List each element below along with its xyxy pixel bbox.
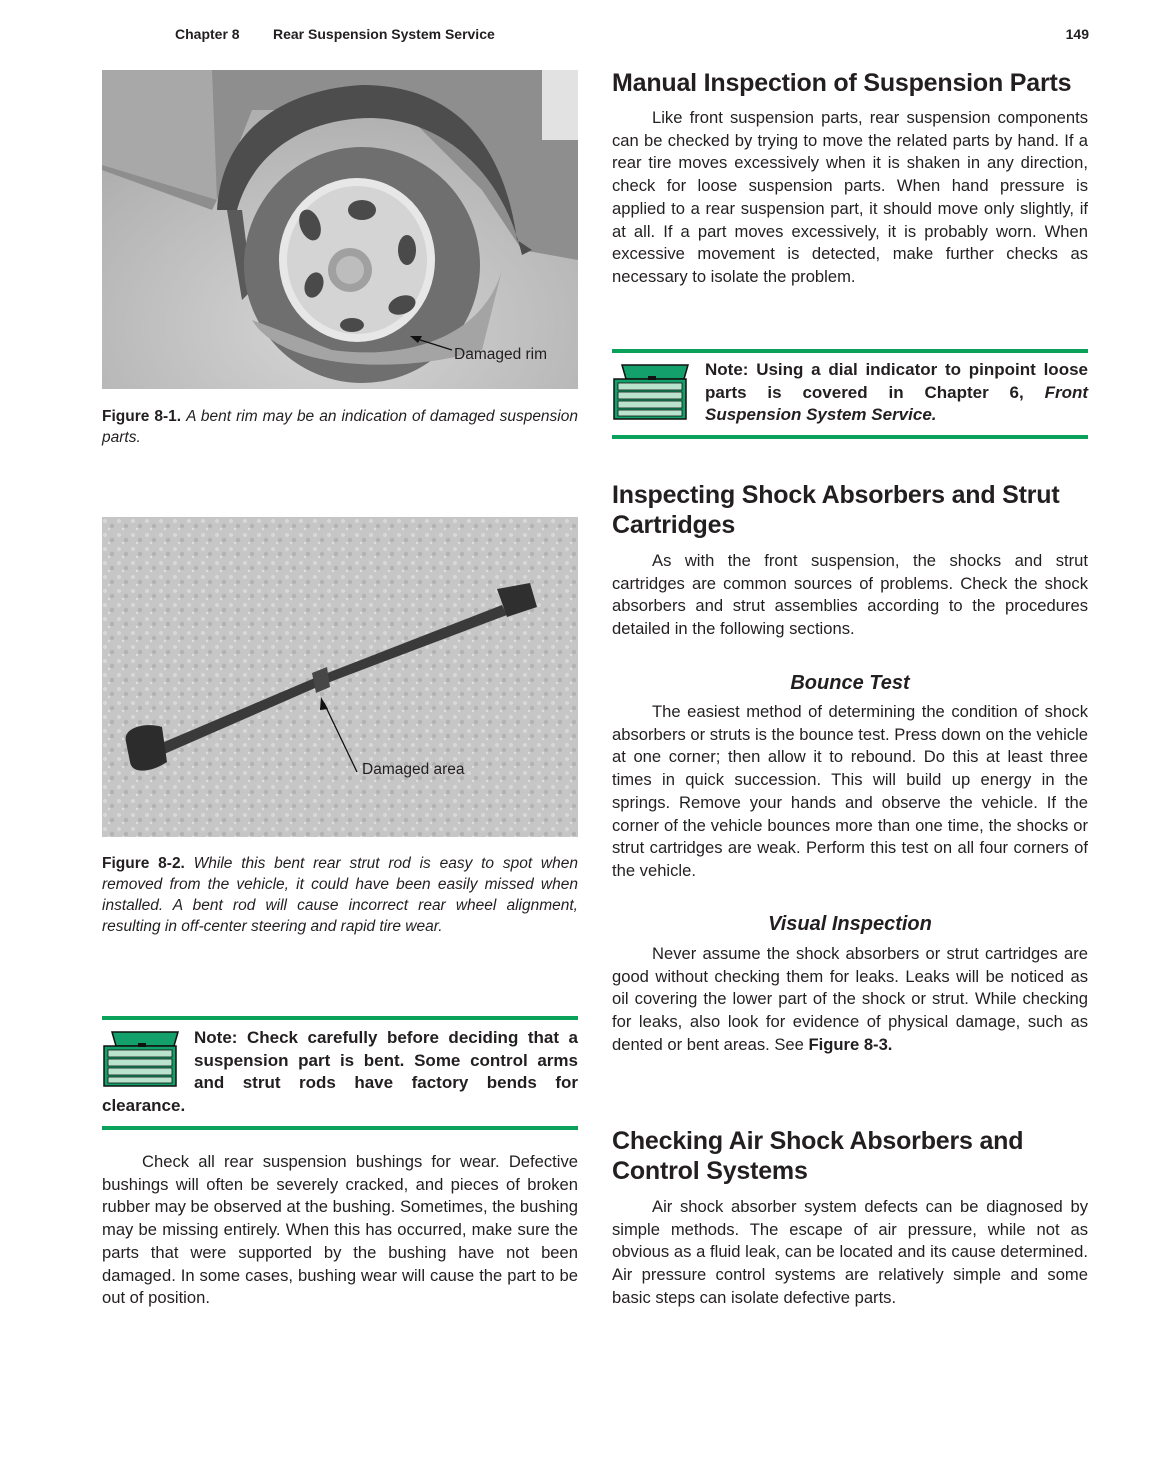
paragraph-bounce-test: The easiest method of determining the condition of shock absorbers or struts is the bounce test. Press down on the vehicle at one corner; then allow it to rebound. Do this at least three times in quick succession. This will build up energy in the springs. Remove your hands and observe the vehicle. If the corner of the vehicle bounces more than one time, the shocks or strut cartridges are weak. Perform this test on all four corners of the vehicle. — [612, 702, 1088, 880]
note-text-main: Note: Using a dial indicator to pinpoint loose parts is covered in Chapter 6, — [705, 360, 1088, 402]
heading-manual-inspection: Manual Inspection of Suspension Parts — [612, 69, 1072, 97]
figure-8-1-label: Figure 8-1. — [102, 408, 182, 425]
heading-air-shock: Checking Air Shock Absorbers and Control Systems — [612, 1127, 1024, 1185]
figure-8-2-photo — [102, 517, 578, 837]
toolbox-icon — [102, 1030, 184, 1088]
chapter-title: Rear Suspension System Service — [273, 26, 495, 42]
running-head — [175, 26, 1089, 46]
figure-8-2-caption-text: While this bent rear strut rod is easy to spot when removed from the vehicle, it could have been easily missed when installed. A bent rod will cause incorrect rear wheel alignment, resulting in off-center steering and rapid tire wear. — [102, 855, 578, 935]
heading-shock-inspection: Inspecting Shock Absorbers and Strut Cartridges — [612, 481, 1060, 539]
note-text-main: Note: Check carefully before deciding that a suspension part is bent. Some control arms and strut rods have factory bends for clearance. — [102, 1028, 578, 1115]
figure-8-1-caption-text: A bent rim may be an indication of damaged suspension parts. — [102, 408, 578, 446]
heading-bounce-test: Bounce Test — [790, 672, 910, 694]
paragraph-manual-inspection: Like front suspension parts, rear suspension components can be checked by trying to move the related parts by hand. If a rear tire moves excessively when it is shaken in any direction, check for loose suspension parts. When hand pressure is applied to a rear suspension part, it should move only slightly, if at all. If a part moves excessively, it is probably worn. When excessive movement is detected, make further checks as necessary to isolate the problem. — [612, 108, 1088, 286]
figure-8-1-caption — [102, 406, 578, 448]
note-box-bent-parts — [102, 1016, 578, 1130]
figure-8-2-callout: Damaged area — [362, 761, 465, 778]
note-text-chapter-ref: Front Suspension System Service. — [705, 382, 1088, 424]
figure-8-1-callout: Damaged rim — [454, 346, 548, 363]
paragraph-shock-inspection: As with the front suspension, the shocks and strut cartridges are common sources of problems. Check the shock absorbers and strut assemblies according to the procedures detailed in the following sections. — [612, 551, 1088, 639]
toolbox-icon — [612, 363, 694, 421]
figure-8-2-caption — [102, 853, 578, 937]
paragraph-bushings: Check all rear suspension bushings for wear. Defective bushings will often be severely cracked, and pieces of broken rubber may be observed at the bushing. Sometimes, the bushing may be missing entirely. When this has occurred, make sure the parts that were supported by the bushing have not been damaged. In some cases, bushing wear will cause the part to be out of position. — [102, 1152, 578, 1308]
heading-visual-inspection: Visual Inspection — [768, 913, 932, 935]
bent-strut-rod-illustration — [102, 517, 578, 837]
figure-8-1-photo — [102, 70, 578, 389]
note-box-dial-indicator — [612, 349, 1088, 439]
paragraph-visual-inspection — [612, 943, 1088, 1057]
figure-8-2-label: Figure 8-2. — [102, 855, 185, 872]
flat-tire-illustration — [102, 70, 578, 389]
page-number: 149 — [1065, 26, 1089, 42]
paragraph-air-shock: Air shock absorber system defects can be diagnosed by simple methods. The escape of air pressure, while not as obvious as a fluid leak, can be located and its cause determined. Air pressure control systems are relatively simple and some basic steps can isolate defective parts. — [612, 1197, 1088, 1307]
chapter-number: Chapter 8 — [175, 26, 240, 42]
visual-inspection-text: Never assume the shock absorbers or strut cartridges are good without checking them for leaks. Leaks will be noticed as oil covering the lower part of the shock or strut. While checking for leaks, also look for evidence of physical damage, such as dented or bent areas. See — [612, 944, 1088, 1054]
figure-8-3-reference: Figure 8-3. — [808, 1034, 893, 1054]
